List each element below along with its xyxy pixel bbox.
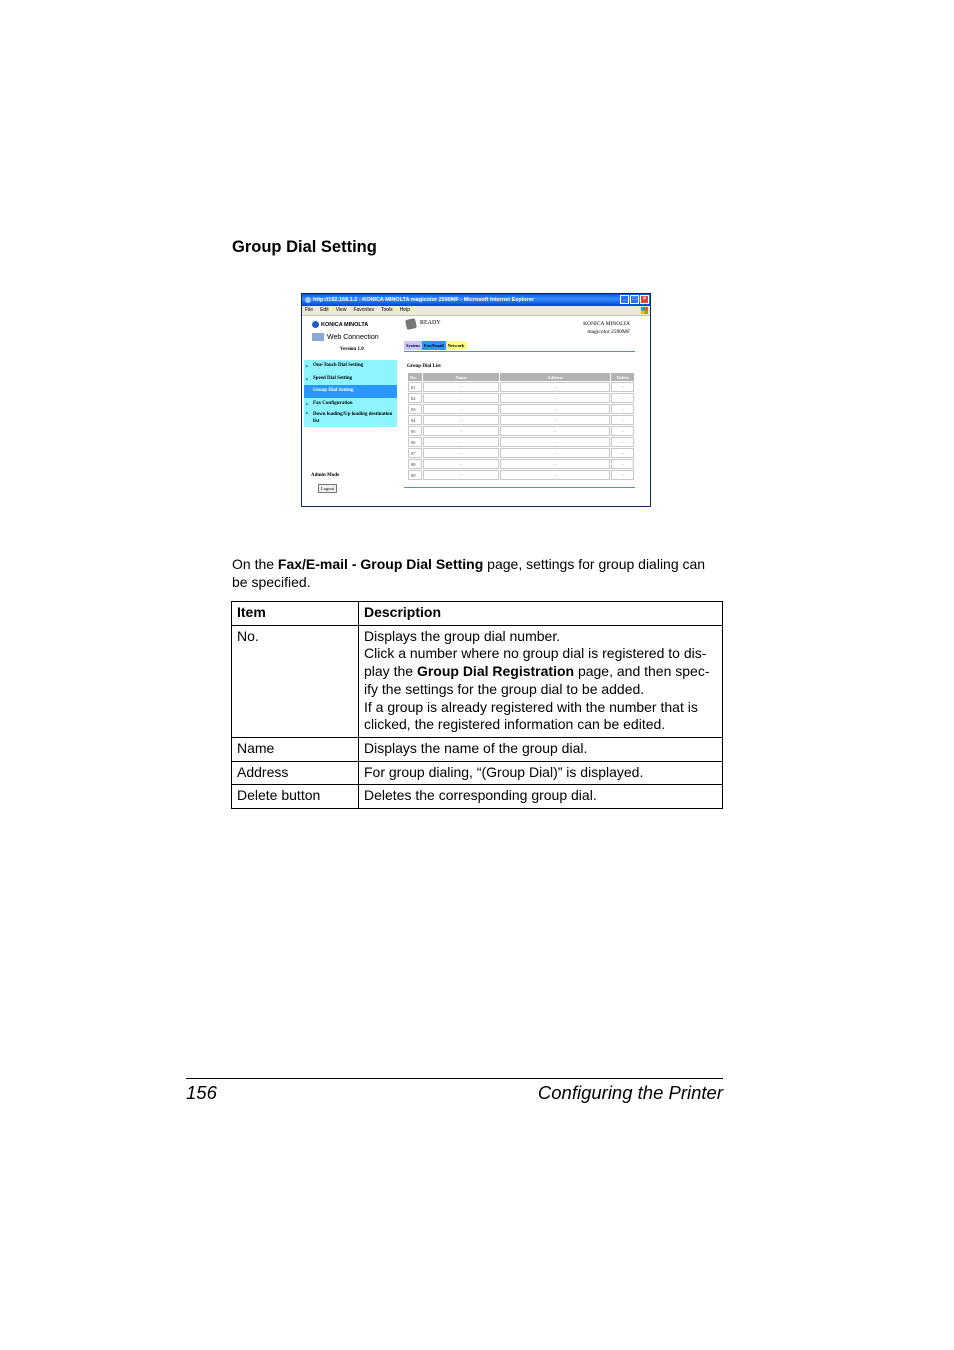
table-row [408, 470, 634, 480]
browser-titlebar [302, 294, 650, 306]
group-name-cell: - [423, 470, 499, 480]
table-header-row [232, 602, 723, 626]
table-row [232, 737, 723, 761]
group-name-cell: - [423, 415, 499, 425]
table-row [408, 448, 634, 458]
group-name-cell: - [423, 393, 499, 403]
ie-icon [305, 297, 311, 303]
sidebar-nav [304, 360, 397, 427]
table-row [408, 459, 634, 469]
group-address-cell: - [500, 393, 610, 403]
pagescope-icon [312, 333, 324, 341]
menu-view[interactable]: View [335, 307, 347, 313]
logout-button[interactable]: Logout [318, 484, 337, 493]
table-row [408, 404, 634, 414]
tab-system[interactable]: System [406, 343, 420, 348]
browser-screenshot [301, 293, 651, 507]
sidebar-item-one-touch[interactable]: ▶ One-Touch Dial Setting [304, 360, 397, 373]
group-address-cell: - [500, 415, 610, 425]
group-number-link[interactable]: 07 [408, 448, 422, 458]
table-row [232, 625, 723, 737]
browser-title: http://192.168.1.2 - KONICA MINOLTA magicolor 2590MF - Microsoft Internet Explorer [313, 297, 534, 303]
delete-cell: - [611, 426, 634, 436]
group-address-cell: - [500, 448, 610, 458]
browser-content [302, 316, 650, 506]
delete-cell: - [611, 437, 634, 447]
group-number-link[interactable]: 06 [408, 437, 422, 447]
windows-logo-icon [641, 307, 648, 314]
group-number-link[interactable]: 03 [408, 404, 422, 414]
brand-name: KONICA MINOLTA [583, 321, 630, 327]
printer-icon [405, 318, 417, 330]
main-panel [404, 316, 650, 506]
item-cell: No. [232, 625, 359, 737]
konica-minolta-logo: KONICA MINOLTA [312, 321, 368, 328]
group-number-link[interactable]: 09 [408, 470, 422, 480]
group-dial-list-title: Group Dial List [407, 364, 441, 369]
menu-file[interactable]: File [305, 307, 314, 313]
delete-cell: - [611, 459, 634, 469]
version-label: Version 1.0 [340, 347, 364, 352]
group-address-cell: - [500, 404, 610, 414]
table-row [232, 761, 723, 785]
table-row [408, 382, 634, 392]
item-cell: Delete button [232, 785, 359, 809]
tab-network[interactable]: Network [447, 343, 465, 348]
admin-mode-label: Admin Mode [311, 473, 340, 478]
globe-icon [312, 321, 319, 328]
menu-tools[interactable]: Tools [381, 307, 393, 313]
sidebar-item-download-upload[interactable]: ▶ Down loading/Up loading destination list [304, 410, 397, 427]
sidebar [302, 316, 400, 506]
product-name: Web Connection [327, 333, 379, 341]
col-header-no: No. [408, 373, 422, 381]
tab-bar [404, 341, 467, 350]
table-row [232, 785, 723, 809]
tab-fax-email[interactable]: Fax/Email [423, 343, 444, 348]
delete-cell: - [611, 470, 634, 480]
group-address-cell: - [500, 459, 610, 469]
group-address-cell: - [500, 470, 610, 480]
group-number-link[interactable]: 05 [408, 426, 422, 436]
description-cell: Displays the group dial number. Click a number where no group dial is registered to dis-play the Group Dial Registration page, and then spec-ify the settings for the group dial to be added. If a group is already registered with the number that is clicked, the registered information can be edited. [359, 625, 723, 737]
pagescope-logo [312, 333, 379, 341]
minimize-icon[interactable]: _ [620, 295, 629, 304]
tab-divider [404, 351, 635, 352]
sidebar-item-fax-configuration[interactable]: ▶ Fax Configuration [304, 398, 397, 411]
table-row [408, 415, 634, 425]
sidebar-item-group-dial[interactable]: ▶ Group Dial Setting [304, 385, 397, 398]
browser-menubar [302, 306, 650, 316]
table-row [408, 426, 634, 436]
brand-block [583, 320, 630, 336]
delete-cell: - [611, 415, 634, 425]
delete-cell: - [611, 393, 634, 403]
model-name: magicolor 2590MF [587, 329, 630, 335]
sidebar-item-speed-dial[interactable]: ▶ Speed Dial Setting [304, 373, 397, 386]
col-header-delete: Delete [611, 373, 634, 381]
section-heading: Group Dial Setting [232, 238, 377, 256]
group-address-cell: - [500, 426, 610, 436]
menu-edit[interactable]: Edit [320, 307, 329, 313]
group-name-cell: - [423, 437, 499, 447]
group-address-cell: - [500, 437, 610, 447]
menu-help[interactable]: Help [399, 307, 410, 313]
footer-rule [186, 1078, 723, 1079]
group-dial-table [407, 372, 635, 481]
col-header-address: Address [500, 373, 610, 381]
delete-cell: - [611, 448, 634, 458]
printer-status: READY [420, 320, 441, 326]
close-icon[interactable]: × [640, 295, 649, 304]
col-header-name: Name [423, 373, 499, 381]
group-number-link[interactable]: 01 [408, 382, 422, 392]
group-name-cell: - [423, 404, 499, 414]
intro-page-name: Fax/E-mail - Group Dial Setting [277, 556, 484, 572]
item-cell: Address [232, 761, 359, 785]
footer-section-title: Configuring the Printer [537, 1082, 723, 1103]
table-row [408, 437, 634, 447]
item-cell: Name [232, 737, 359, 761]
intro-paragraph: On the Fax/E-mail - Group Dial Setting page, settings for group dialing can be specified. [232, 556, 706, 590]
col-header-description: Description [359, 602, 723, 626]
group-name-cell: - [423, 448, 499, 458]
description-cell: Displays the name of the group dial. [359, 737, 723, 761]
group-address-cell: - [500, 382, 610, 392]
menu-favorites[interactable]: Favorites [353, 307, 374, 313]
col-header-item: Item [232, 602, 359, 626]
description-cell: Deletes the corresponding group dial. [359, 785, 723, 809]
page-number: 156 [186, 1082, 217, 1103]
window-buttons [620, 295, 649, 304]
delete-cell: - [611, 404, 634, 414]
maximize-icon[interactable]: □ [630, 295, 639, 304]
group-number-link[interactable]: 04 [408, 415, 422, 425]
group-name-cell: - [423, 382, 499, 392]
description-cell: For group dialing, “(Group Dial)” is displayed. [359, 761, 723, 785]
group-number-link[interactable]: 08 [408, 459, 422, 469]
group-number-link[interactable]: 02 [408, 393, 422, 403]
table-row [408, 393, 634, 403]
delete-cell: - [611, 382, 634, 392]
group-name-cell: - [423, 459, 499, 469]
bottom-divider [404, 487, 635, 488]
group-name-cell: - [423, 426, 499, 436]
description-table [231, 601, 723, 809]
